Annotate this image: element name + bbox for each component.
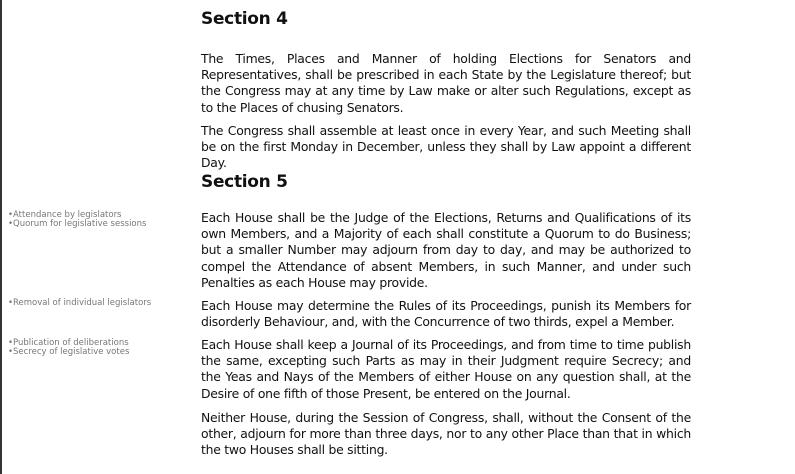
section-5-paragraph: Each House shall be the Judge of the Elections, Returns and Qualifications of its own Members, and a Majority of each shall constitute a Quorum to do Business; but a smaller Number may adjourn from day to day, and may be authorized to compel the Attendance of absent Members, in such Manner, and under such Penalties as each House may provide. xyxy=(201,210,691,290)
section-5-paragraph: Each House shall keep a Journal of its Proceedings, and from time to time publish the same, excepting such Parts as may in their Judgment require Secrecy; and the Yeas and Nays of the Members of either House on any question shall, at the Desire of one fifth of those Present, be entered on the Journal. xyxy=(201,337,691,401)
margin-note: • Quorum for legislative sessions xyxy=(8,220,146,229)
section-4-heading: Section 4 xyxy=(201,9,288,29)
margin-note: • Attendance by legislators xyxy=(8,211,146,220)
margin-note-group xyxy=(8,211,146,229)
margin-note: • Removal of individual legislators xyxy=(8,299,151,308)
section-4-paragraph: The Congress shall assemble at least once in every Year, and such Meeting shall be on the first Monday in December, unless they shall by Law appoint a different Day. xyxy=(201,123,691,171)
section-5-heading: Section 5 xyxy=(201,172,288,192)
section-5-paragraph: Neither House, during the Session of Congress, shall, without the Consent of the other, adjourn for more than three days, nor to any other Place than that in which the two Houses shall be sitting. xyxy=(201,410,691,458)
margin-note: • Secrecy of legislative votes xyxy=(8,348,129,357)
margin-note-group xyxy=(8,299,151,308)
section-5-paragraph: Each House may determine the Rules of its Proceedings, punish its Members for disorderly Behaviour, and, with the Concurrence of two thirds, expel a Member. xyxy=(201,298,691,330)
margin-note: • Publication of deliberations xyxy=(8,339,129,348)
left-edge-divider xyxy=(0,0,2,474)
section-4-paragraph: The Times, Places and Manner of holding Elections for Senators and Representatives, shall be prescribed in each State by the Legislature thereof; but the Congress may at any time by Law make or alter such Regulations, except as to the Places of chusing Senators. xyxy=(201,51,691,115)
margin-note-group xyxy=(8,339,129,357)
